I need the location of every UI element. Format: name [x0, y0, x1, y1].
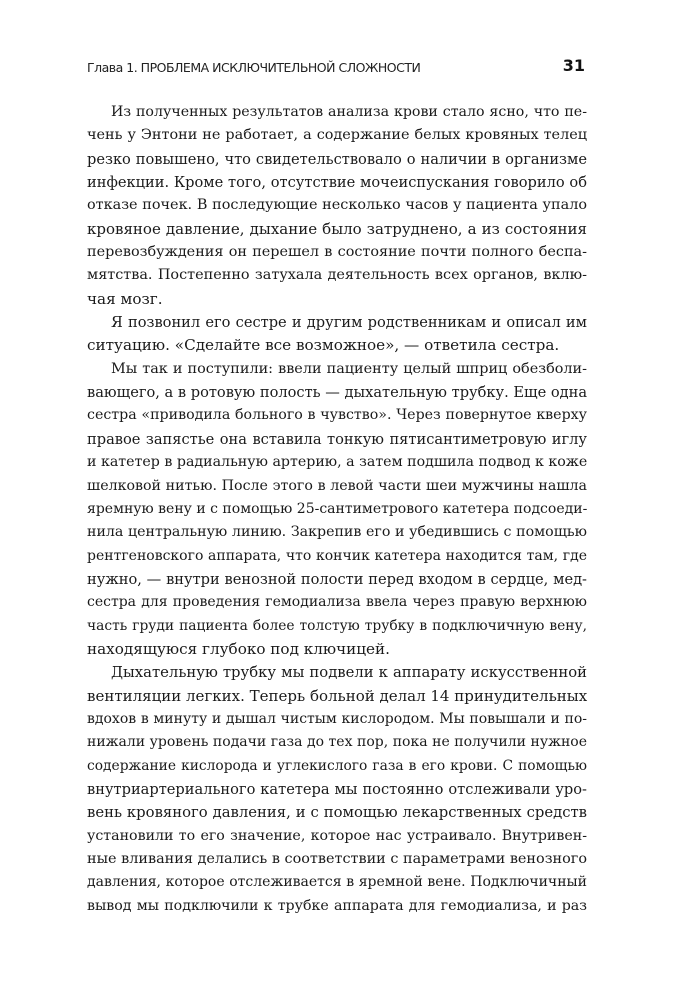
text-line: ситуацию. «Сделайте все возможное», — ответила сестра. — [87, 336, 560, 355]
text-line: давления, которое отслеживается в яремной вене. Подключичный — [87, 874, 587, 891]
text-line: сестра для проведения гемодиализа ввела через правую верхнюю — [87, 594, 587, 611]
text-line: отказе почек. В последующие несколько часов у пациента упало — [87, 197, 587, 214]
paragraph — [87, 358, 587, 661]
text-line: Дыхательную трубку мы подвели к аппарату искусственной — [111, 664, 587, 682]
text-line: вающего, а в ротовую полость — дыхательную трубку. Еще одна — [87, 384, 588, 402]
text-line: чая мозг. — [87, 289, 163, 308]
text-line: чень у Энтони не работает, а содержание белых кровяных телец — [87, 127, 587, 144]
text-line: содержание кислорода и углекислого газа в его крови. С помощью — [87, 757, 587, 774]
paragraph — [87, 101, 587, 311]
text-line: установили то его значение, которое нас устраивало. Внутривен- — [87, 827, 587, 844]
page-number: 31 — [562, 56, 585, 75]
text-line: яремную вену и с помощью 25-сантиметрового катетера подсоеди- — [87, 500, 588, 517]
text-line: перевозбуждения он перешел в состояние почти полного беспа- — [87, 244, 587, 261]
text-line: внутриартериального катетера мы постоянно отслеживали уро- — [87, 780, 587, 798]
running-head: Глава 1. ПРОБЛЕМА ИСКЛЮЧИТЕЛЬНОЙ СЛОЖНОСТИ — [87, 60, 421, 75]
text-line: Мы так и поступили: ввели пациенту целый шприц обезболи- — [111, 360, 587, 377]
text-line: вентиляции легких. Теперь больной делал 14 принудительных — [87, 686, 588, 705]
text-line: находящуюся глубоко под ключицей. — [87, 639, 390, 658]
text-line: кровяное давление, дыхание было затруднено, а из состояния — [87, 219, 587, 238]
text-line: рентгеновского аппарата, что кончик катетера находится там, где — [87, 547, 587, 564]
text-line: ные вливания делались в соответствии с параметрами венозного — [87, 851, 587, 867]
text-line: Из полученных результатов анализа крови стало ясно, что пе- — [111, 104, 587, 120]
text-line: нижали уровень подачи газа до тех пор, пока не получили нужное — [87, 734, 587, 751]
text-line: нужно, — внутри венозной полости перед входом в сердце, мед- — [87, 570, 587, 588]
text-line: вень кровяного давления, и с помощью лекарственных средств — [87, 804, 587, 822]
body-text — [87, 101, 587, 918]
text-line: шелковой нитью. После этого в левой части шеи мужчины нашла — [87, 477, 587, 494]
text-line: вдохов в минуту и дышал чистым кислородом. Мы повышали и по- — [87, 710, 587, 727]
text-line: сестра «приводила больного в чувство». Через повернутое кверху — [87, 407, 587, 424]
text-line: и катетер в радиальную артерию, а затем подшила подвод к коже — [87, 454, 588, 471]
paragraph — [87, 661, 587, 918]
paragraph — [87, 311, 587, 358]
text-line: часть груди пациента более толстую трубку в подключичную вену, — [87, 617, 587, 634]
text-line: Я позвонил его сестре и другим родственникам и описал им — [111, 314, 587, 332]
text-line: нила центральную линию. Закрепив его и убедившись с помощью — [87, 524, 587, 541]
text-line: инфекции. Кроме того, отсутствие мочеиспускания говорило об — [87, 174, 587, 192]
text-line: вывод мы подключили к трубке аппарата для гемодиализа, и раз — [87, 897, 587, 914]
text-line: правое запястье она вставила тонкую пятисантиметровую иглу — [87, 430, 587, 448]
text-line: мятства. Постепенно затухала деятельность всех органов, вклю- — [87, 267, 587, 284]
text-line: резко повышено, что свидетельствовало о наличии в организме — [87, 150, 587, 168]
